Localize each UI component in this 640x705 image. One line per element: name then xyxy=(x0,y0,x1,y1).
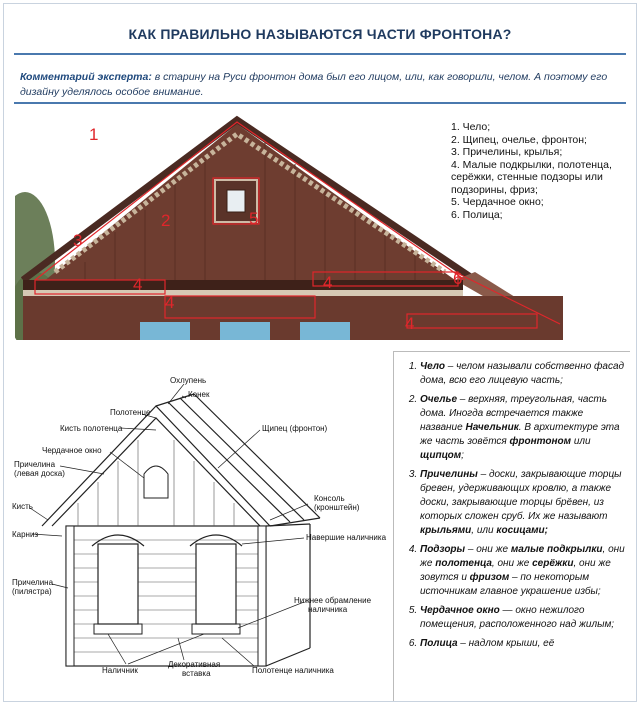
pilaster-left xyxy=(66,526,74,666)
label-kist-polotenca: Кисть полотенца xyxy=(60,424,123,433)
legend-item-4: 4. Малые подкрылки, полотенца, серёжки, стенные подзоры или подзорины, фриз; xyxy=(451,158,612,196)
label-polotence: Полотенце xyxy=(110,408,151,417)
marker-4c: 4 xyxy=(323,273,333,292)
label-polotence-nalichnika: Полотенце наличника xyxy=(252,666,334,675)
comment-lead: Комментарий эксперта: xyxy=(20,71,152,83)
legend-item-5: 5. Чердачное окно; xyxy=(451,196,544,208)
list-item-1: 1. Чело – челом называли собственно фасад дома, всю его лицевую часть; xyxy=(420,360,626,388)
parts-description-list xyxy=(393,351,630,701)
house-outline xyxy=(42,394,320,666)
marker-2: 2 xyxy=(161,211,171,230)
window-sill-right xyxy=(192,624,240,634)
frieze-band xyxy=(23,280,463,290)
label-naverhie: Навершие наличника xyxy=(306,533,387,542)
marker-4d: 4 xyxy=(405,314,415,333)
label-nalichnik: Наличник xyxy=(102,666,138,675)
title-rule-bottom xyxy=(14,102,626,104)
list-item-5: 5. Чердачное окно — окно нежилого помещения, расположенного над жилым; xyxy=(420,604,626,632)
house-drawing xyxy=(8,348,392,700)
label-shipec: Щипец (фронтон) xyxy=(262,424,328,433)
house-drawing-lines xyxy=(8,348,392,700)
legend-item-6: 6. Полица; xyxy=(451,208,503,221)
list-item-3: 3. Причелины – доски, закрывающие торцы бревен, удерживающих кровлю, а также доски, закрывающие торцы брёвен, из которых сложен сруб. Их же называют крыльями, или косицами; xyxy=(420,468,626,538)
pilaster-right xyxy=(258,526,266,666)
attic-window-glass xyxy=(227,190,245,212)
label-prichelina-pilastra: Причелина xyxy=(12,578,54,587)
photo-legend xyxy=(451,121,631,221)
label-ohlupen: Охлупень xyxy=(170,376,207,385)
label-prichelina-left: Причелина xyxy=(14,460,56,469)
marker-3: 3 xyxy=(73,231,83,250)
window-trim-2 xyxy=(220,322,270,340)
label-konsol: Консоль xyxy=(314,494,345,503)
label-kist: Кисть xyxy=(12,502,33,511)
window-sill-left xyxy=(94,624,142,634)
marker-4b: 4 xyxy=(165,293,175,312)
window-trim-3 xyxy=(300,322,350,340)
label-dekor-vstavka-2: вставка xyxy=(182,669,211,678)
list-item-2: 2. Очелье – верхняя, треугольная, часть дома. Иногда встречается также название Начельник. В архитектуре эта же часть зовётся фронтоном или щипцом; xyxy=(420,393,626,463)
label-nizhnee-obramlenie: Нижнее обрамление xyxy=(294,596,372,605)
legend-item-2: 2. Щипец, очелье, фронтон; xyxy=(451,133,587,146)
frieze-lace xyxy=(23,290,463,296)
label-nizhnee-obramlenie-2: наличника xyxy=(308,605,348,614)
list-item-4: 4. Подзоры – они же малые подкрылки, они же полотенца, они же серёжки, они же зовутся и фризом – по некоторым источникам главное украшение избы; xyxy=(420,543,626,599)
label-prichelina-pilastra-note: (пилястра) xyxy=(12,587,52,596)
label-dekor-vstavka: Декоративная xyxy=(168,660,221,669)
label-prichelina-left-note: (левая доска) xyxy=(14,469,65,478)
window-right xyxy=(196,544,236,624)
marker-4a: 4 xyxy=(133,275,143,294)
comment-text: в старину на Руси фронтон дома был его лицом, или, как говорили, челом. А поэтому его дизайну уделялось особое внимание. xyxy=(20,71,608,98)
window-left xyxy=(98,544,138,624)
list-item-6: 6. Полица – надлом крыши, её xyxy=(420,637,626,651)
legend-item-3: 3. Причелины, крылья; xyxy=(451,146,563,158)
attic-window-shape xyxy=(144,466,168,498)
label-cherdachnoe-okno: Чердачное окно xyxy=(42,446,102,455)
marker-6: 6 xyxy=(453,269,463,288)
label-konsol-note: (кронштейн) xyxy=(314,503,360,512)
window-trim-1 xyxy=(140,322,190,340)
marker-5: 5 xyxy=(249,209,259,228)
label-karniz: Карниз xyxy=(12,530,39,539)
label-konek: Конек xyxy=(188,390,210,399)
legend-item-1: 1. Чело; xyxy=(451,121,491,133)
page-title: КАК ПРАВИЛЬНО НАЗЫВАЮТСЯ ЧАСТИ ФРОНТОНА? xyxy=(128,26,512,42)
expert-comment xyxy=(20,70,620,100)
marker-1: 1 xyxy=(89,125,99,144)
title-rule-top xyxy=(14,53,626,55)
